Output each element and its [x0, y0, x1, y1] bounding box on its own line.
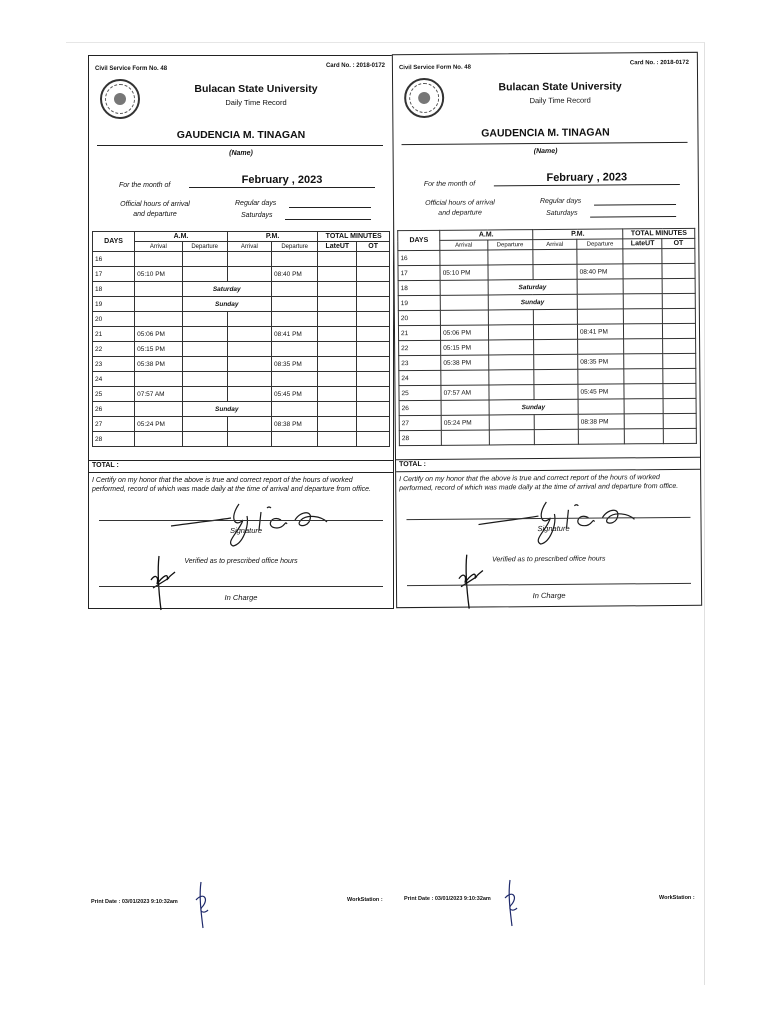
- table-row: [93, 387, 390, 402]
- am-departure-cell: [182, 387, 227, 402]
- signature-line: [99, 520, 383, 521]
- am-arrival-cell: [440, 250, 488, 265]
- total-minutes-header: TOTAL MINUTES: [318, 232, 390, 242]
- day-cell: 27: [93, 417, 135, 432]
- am-arrival-cell: 05:15 PM: [135, 342, 182, 357]
- am-departure-cell: [182, 267, 227, 282]
- weekend-cell: Saturday: [182, 282, 272, 297]
- pm-departure-cell: [272, 342, 318, 357]
- table-row: [93, 252, 390, 267]
- certification-text: I Certify on my honor that the above is true and correct report of the hours of worked performed, record of which was made daily at the time of arrival and departure from office.: [399, 474, 679, 493]
- ot-cell: [663, 383, 696, 398]
- am-arrival-cell: 05:10 PM: [440, 265, 488, 280]
- am-arrival-cell: [135, 372, 182, 387]
- blank-cell: [624, 399, 663, 414]
- total-divider: [89, 460, 393, 461]
- am-departure-cell: [182, 417, 227, 432]
- blank-cell: [440, 280, 488, 295]
- ot-header: OT: [357, 242, 390, 252]
- table-row: [93, 357, 390, 372]
- am-arrival-cell: 07:57 AM: [441, 385, 489, 400]
- late-ut-header: LateUT: [318, 242, 357, 252]
- pm-departure-cell: 08:41 PM: [272, 327, 318, 342]
- name-label: (Name): [533, 147, 558, 156]
- late-ut-cell: [318, 432, 357, 447]
- blank-cell: [357, 402, 390, 417]
- am-arrival-cell: 05:38 PM: [135, 357, 182, 372]
- am-arrival-cell: 05:15 PM: [441, 340, 489, 355]
- days-header: DAYS: [398, 230, 440, 250]
- workstation-left: WorkStation :: [347, 897, 383, 903]
- weekend-cell: Sunday: [488, 294, 578, 310]
- pm-arrival-cell: [534, 369, 578, 384]
- day-cell: 27: [399, 415, 441, 430]
- blank-cell: [318, 282, 357, 297]
- total-minutes-header: TOTAL MINUTES: [623, 228, 695, 239]
- ot-cell: [662, 248, 695, 263]
- am-arrival-cell: 05:06 PM: [441, 325, 489, 340]
- pm-departure-cell: [577, 249, 623, 264]
- ot-cell: [357, 372, 390, 387]
- record-subtitle: Daily Time Record: [529, 95, 591, 106]
- footer-initial-icon-right: [502, 878, 520, 928]
- month-label: For the month of: [423, 180, 476, 188]
- day-cell: 23: [93, 357, 135, 372]
- day-cell: 25: [93, 387, 135, 402]
- pm-departure-cell: 05:45 PM: [272, 387, 318, 402]
- pm-arrival-cell: [533, 264, 577, 279]
- name-underline: [97, 145, 383, 146]
- print-date-right: Print Date : 03/01/2023 9:10:32am: [404, 896, 491, 902]
- ot-cell: [357, 417, 390, 432]
- pm-arrival-header: Arrival: [227, 242, 271, 252]
- time-record-rows: [398, 248, 697, 445]
- am-departure-cell: [488, 265, 533, 280]
- am-arrival-cell: [440, 310, 488, 325]
- blank-cell: [577, 279, 623, 294]
- regular-days-label: Regular days: [235, 200, 277, 207]
- form-number: Civil Service Form No. 48: [95, 66, 168, 72]
- ot-cell: [663, 338, 696, 353]
- day-cell: 17: [93, 267, 135, 282]
- blank-cell: [663, 293, 696, 308]
- day-cell: 21: [93, 327, 135, 342]
- ot-cell: [663, 413, 696, 428]
- am-departure-cell: [182, 312, 227, 327]
- pm-departure-header: Departure: [272, 242, 318, 252]
- university-name: Bulacan State University: [498, 80, 622, 94]
- late-ut-cell: [318, 312, 357, 327]
- in-charge-label: In Charge: [532, 590, 566, 601]
- ot-header: OT: [662, 238, 695, 248]
- late-ut-cell: [624, 324, 663, 339]
- workstation-right: WorkStation :: [659, 895, 695, 901]
- pm-arrival-cell: [534, 429, 578, 444]
- day-cell: 28: [93, 432, 135, 447]
- weekend-cell: Sunday: [182, 402, 272, 417]
- am-departure-cell: [489, 430, 534, 445]
- official-hours-line-2: and departure: [438, 209, 482, 217]
- official-hours-line-2: and departure: [133, 211, 177, 218]
- employee-signature-icon: [169, 498, 329, 548]
- pm-departure-cell: 08:38 PM: [272, 417, 318, 432]
- blank-cell: [624, 294, 663, 309]
- am-departure-cell: [182, 357, 227, 372]
- ot-cell: [663, 308, 696, 323]
- table-row: [93, 342, 390, 357]
- pm-departure-cell: [272, 252, 318, 267]
- am-arrival-header: Arrival: [135, 242, 182, 252]
- day-cell: 25: [399, 385, 441, 400]
- pm-departure-cell: [578, 429, 624, 444]
- am-departure-cell: [182, 432, 227, 447]
- day-cell: 23: [399, 355, 441, 370]
- am-arrival-header: Arrival: [440, 240, 487, 250]
- pm-arrival-cell: [227, 417, 271, 432]
- am-departure-cell: [488, 310, 533, 325]
- table-row: [93, 267, 390, 282]
- table-row: [93, 312, 390, 327]
- blank-cell: [272, 297, 318, 312]
- footer-initial-icon-left: [193, 880, 211, 930]
- weekend-cell: Sunday: [182, 297, 272, 312]
- late-ut-cell: [318, 327, 357, 342]
- ot-cell: [663, 368, 696, 383]
- ot-cell: [357, 252, 390, 267]
- pm-departure-cell: 08:38 PM: [578, 414, 624, 429]
- blank-cell: [578, 399, 624, 414]
- print-date-left: Print Date : 03/01/2023 9:10:32am: [91, 899, 178, 905]
- late-ut-cell: [318, 417, 357, 432]
- saturdays-line: [285, 219, 371, 220]
- regular-days-label: Regular days: [539, 197, 582, 206]
- certification-text: I Certify on my honor that the above is true and correct report of the hours of worked performed, record of which was made daily at the time of arrival and departure from office.: [92, 477, 371, 493]
- am-arrival-cell: 05:06 PM: [135, 327, 182, 342]
- blank-cell: [318, 402, 357, 417]
- am-arrival-cell: [135, 312, 182, 327]
- blank-cell: [577, 294, 623, 309]
- pm-arrival-cell: [533, 249, 577, 264]
- am-arrival-cell: 05:38 PM: [441, 355, 489, 370]
- pm-arrival-header: Arrival: [533, 239, 577, 249]
- university-name: Bulacan State University: [194, 83, 318, 95]
- record-subtitle: Daily Time Record: [225, 98, 287, 107]
- pm-arrival-cell: [227, 312, 271, 327]
- am-departure-cell: [489, 415, 534, 430]
- day-cell: 18: [93, 282, 135, 297]
- late-ut-cell: [624, 309, 663, 324]
- signature-label: Signature: [229, 526, 263, 535]
- late-ut-cell: [624, 384, 663, 399]
- employee-signature-icon: [476, 495, 636, 546]
- am-arrival-cell: 05:24 PM: [441, 415, 489, 430]
- blank-cell: [135, 297, 182, 312]
- pm-arrival-cell: [533, 354, 577, 369]
- pm-arrival-cell: [534, 384, 578, 399]
- day-cell: 19: [398, 295, 440, 310]
- am-departure-cell: [488, 325, 533, 340]
- pm-departure-header: Departure: [577, 239, 623, 249]
- table-row: [93, 432, 390, 447]
- late-ut-cell: [318, 252, 357, 267]
- blank-cell: [272, 282, 318, 297]
- late-ut-cell: [624, 369, 663, 384]
- day-cell: 20: [93, 312, 135, 327]
- document-page: [66, 42, 705, 985]
- weekend-cell: Saturday: [488, 279, 578, 295]
- pm-arrival-cell: [533, 309, 577, 324]
- late-ut-cell: [318, 357, 357, 372]
- ot-cell: [663, 323, 696, 338]
- table-row: [93, 402, 390, 417]
- am-arrival-cell: 05:24 PM: [135, 417, 182, 432]
- day-cell: 26: [93, 402, 135, 417]
- pm-departure-cell: 08:41 PM: [577, 324, 623, 339]
- pm-arrival-cell: [227, 387, 271, 402]
- blank-cell: [135, 402, 182, 417]
- table-row: [93, 297, 390, 312]
- employee-name: GAUDENCIA M. TINAGAN: [481, 126, 610, 140]
- days-header: DAYS: [93, 232, 135, 252]
- in-charge-line: [99, 586, 383, 587]
- am-departure-cell: [182, 372, 227, 387]
- total-divider: [396, 457, 700, 460]
- regular-days-line: [594, 204, 676, 206]
- blank-cell: [441, 400, 489, 415]
- late-ut-cell: [318, 387, 357, 402]
- official-hours-line-1: Official hours of arrival: [120, 201, 190, 208]
- weekend-cell: Sunday: [489, 399, 579, 415]
- pm-departure-cell: 08:35 PM: [272, 357, 318, 372]
- am-arrival-cell: 05:10 PM: [135, 267, 182, 282]
- day-cell: 24: [399, 370, 441, 385]
- card-number: Card No. : 2018-0172: [629, 59, 689, 67]
- day-cell: 22: [93, 342, 135, 357]
- saturdays-label: Saturdays: [241, 212, 273, 219]
- day-cell: 16: [93, 252, 135, 267]
- time-record-card-left: [88, 55, 394, 609]
- am-departure-cell: [488, 355, 533, 370]
- blank-cell: [623, 279, 662, 294]
- total-label: TOTAL :: [399, 460, 426, 469]
- am-header: A.M.: [440, 230, 533, 241]
- pm-departure-cell: [578, 339, 624, 354]
- name-label: (Name): [229, 150, 253, 157]
- table-row: [399, 428, 696, 445]
- official-hours-line-1: Official hours of arrival: [425, 199, 495, 207]
- ot-cell: [357, 357, 390, 372]
- blank-cell: [318, 297, 357, 312]
- late-ut-cell: [624, 354, 663, 369]
- am-arrival-cell: [441, 430, 489, 445]
- ot-cell: [357, 432, 390, 447]
- official-hours-label: [410, 198, 510, 219]
- day-cell: 21: [398, 325, 440, 340]
- time-record-card-right: [392, 52, 702, 608]
- am-arrival-cell: [135, 252, 182, 267]
- ot-cell: [357, 342, 390, 357]
- ot-cell: [663, 353, 696, 368]
- blank-cell: [357, 297, 390, 312]
- pm-header: P.M.: [533, 229, 624, 240]
- am-departure-cell: [487, 250, 532, 265]
- day-cell: 17: [398, 265, 440, 280]
- ot-cell: [357, 312, 390, 327]
- pm-departure-cell: [272, 372, 318, 387]
- verified-label: Verified as to prescribed office hours: [492, 555, 606, 564]
- table-row: [93, 282, 390, 297]
- am-header: A.M.: [135, 232, 228, 242]
- am-departure-cell: [182, 252, 227, 267]
- form-number: Civil Service Form No. 48: [398, 64, 471, 72]
- pm-arrival-cell: [227, 357, 271, 372]
- late-ut-cell: [623, 249, 662, 264]
- pm-departure-cell: 05:45 PM: [578, 384, 624, 399]
- pm-arrival-cell: [534, 414, 578, 429]
- ot-cell: [357, 327, 390, 342]
- ot-cell: [662, 263, 695, 278]
- blank-cell: [663, 398, 696, 413]
- certification-divider: [396, 469, 700, 472]
- pm-arrival-cell: [227, 327, 271, 342]
- ot-cell: [357, 267, 390, 282]
- day-cell: 28: [399, 430, 441, 445]
- signature-label: Signature: [537, 523, 570, 534]
- blank-cell: [135, 282, 182, 297]
- am-departure-header: Departure: [182, 242, 227, 252]
- am-departure-cell: [488, 385, 533, 400]
- pm-departure-cell: [577, 309, 623, 324]
- late-ut-cell: [624, 339, 663, 354]
- card-number: Card No. : 2018-0172: [325, 63, 385, 69]
- month-value: February , 2023: [494, 171, 680, 186]
- month-label: For the month of: [119, 182, 171, 189]
- table-row: [93, 417, 390, 432]
- pm-departure-cell: [272, 432, 318, 447]
- day-cell: 18: [398, 280, 440, 295]
- pm-departure-cell: 08:40 PM: [577, 264, 623, 279]
- university-seal-icon: [404, 78, 444, 118]
- total-label: TOTAL :: [92, 462, 119, 469]
- pm-arrival-cell: [533, 324, 577, 339]
- official-hours-label: [105, 200, 205, 220]
- day-cell: 24: [93, 372, 135, 387]
- time-record-rows: [93, 252, 390, 447]
- am-arrival-cell: 07:57 AM: [135, 387, 182, 402]
- day-cell: 19: [93, 297, 135, 312]
- saturdays-line: [590, 216, 676, 218]
- blank-cell: [357, 282, 390, 297]
- late-ut-cell: [623, 264, 662, 279]
- late-ut-cell: [318, 372, 357, 387]
- in-charge-label: In Charge: [224, 593, 258, 602]
- verified-label: Verified as to prescribed office hours: [184, 558, 298, 565]
- pm-departure-cell: [578, 369, 624, 384]
- day-cell: 16: [398, 250, 440, 265]
- saturdays-label: Saturdays: [546, 209, 578, 218]
- am-departure-cell: [182, 342, 227, 357]
- am-departure-cell: [488, 370, 533, 385]
- day-cell: 22: [399, 340, 441, 355]
- name-underline: [402, 142, 688, 145]
- pm-departure-cell: 08:40 PM: [272, 267, 318, 282]
- am-departure-cell: [182, 327, 227, 342]
- late-ut-header: LateUT: [623, 239, 662, 249]
- table-row: [93, 372, 390, 387]
- late-ut-cell: [625, 414, 664, 429]
- certification-divider: [89, 472, 393, 473]
- am-arrival-cell: [135, 432, 182, 447]
- blank-cell: [272, 402, 318, 417]
- pm-arrival-cell: [227, 342, 271, 357]
- ot-cell: [664, 428, 697, 443]
- pm-arrival-cell: [227, 432, 271, 447]
- ot-cell: [357, 387, 390, 402]
- blank-cell: [440, 295, 488, 310]
- blank-cell: [662, 278, 695, 293]
- am-departure-cell: [488, 340, 533, 355]
- table-row: [93, 327, 390, 342]
- time-record-table: [92, 231, 390, 447]
- am-departure-header: Departure: [487, 240, 532, 250]
- pm-arrival-cell: [227, 372, 271, 387]
- in-charge-line: [407, 583, 691, 586]
- pm-arrival-cell: [227, 252, 271, 267]
- late-ut-cell: [318, 342, 357, 357]
- pm-departure-cell: 08:35 PM: [578, 354, 624, 369]
- late-ut-cell: [318, 267, 357, 282]
- regular-days-line: [289, 207, 371, 208]
- late-ut-cell: [625, 429, 664, 444]
- month-value: February , 2023: [189, 174, 375, 188]
- pm-departure-cell: [272, 312, 318, 327]
- time-record-table: [397, 228, 697, 446]
- employee-name: GAUDENCIA M. TINAGAN: [176, 129, 306, 141]
- pm-arrival-cell: [227, 267, 271, 282]
- am-arrival-cell: [441, 370, 489, 385]
- pm-header: P.M.: [227, 232, 318, 242]
- pm-arrival-cell: [533, 339, 577, 354]
- university-seal-icon: [100, 79, 140, 119]
- day-cell: 26: [399, 400, 441, 415]
- day-cell: 20: [398, 310, 440, 325]
